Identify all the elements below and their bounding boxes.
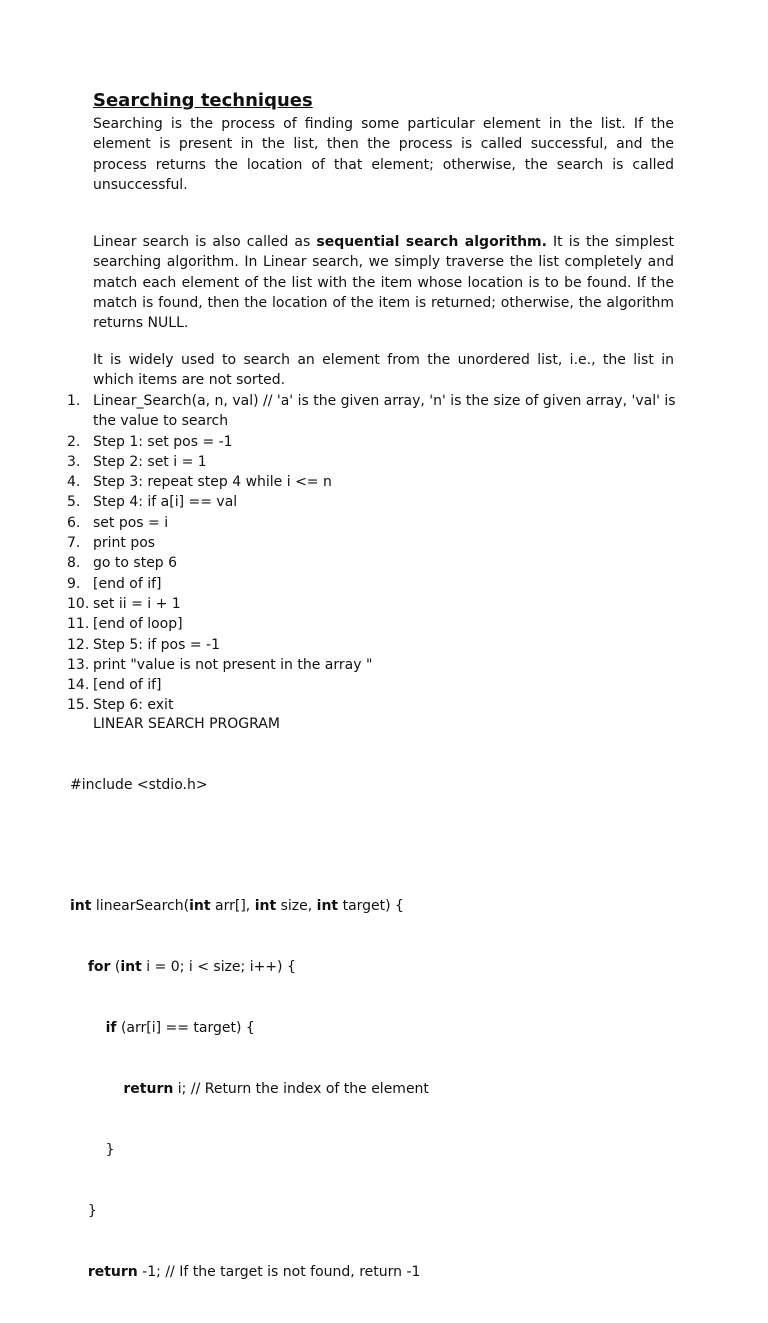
list-number: 3. <box>67 453 81 470</box>
list-item-text: Step 4: if a[i] == val <box>93 494 238 511</box>
code-keyword: int <box>70 898 92 915</box>
code-include: #include <stdio.h> <box>70 776 208 793</box>
list-item <box>67 655 677 675</box>
list-item-text: Step 1: set pos = -1 <box>93 433 233 450</box>
code-line <box>70 775 429 795</box>
list-number: 13. <box>67 656 90 673</box>
code-text: i = 0; i < size; i++) { <box>141 959 296 976</box>
list-item <box>67 635 677 655</box>
list-item <box>67 594 677 614</box>
list-item <box>67 513 677 533</box>
code-line <box>70 896 429 916</box>
list-item <box>67 695 677 715</box>
list-number: 12. <box>67 636 90 653</box>
list-number: 1. <box>67 393 81 409</box>
code-line <box>70 1018 429 1038</box>
code-text: target) { <box>338 898 404 915</box>
list-item <box>67 675 677 695</box>
code-keyword: for <box>87 959 111 976</box>
linear-search-bold-term: sequential search algorithm. <box>316 234 547 250</box>
list-number: 6. <box>67 514 81 531</box>
list-item <box>67 614 677 634</box>
list-item <box>67 432 677 452</box>
intro-paragraph: Searching is the process of finding some particular element in the list. If the element is present in the list, then the process is called successful, and the process returns the location of that element; otherwise, the search is called unsuccessful. <box>93 116 674 193</box>
list-item <box>67 391 677 432</box>
list-item-text: Step 2: set i = 1 <box>93 453 207 470</box>
list-item-text: [end of if] <box>93 575 162 592</box>
code-line-blank <box>70 835 429 855</box>
list-number: 15. <box>67 697 90 714</box>
code-line <box>70 1079 429 1099</box>
list-item-text: go to step 6 <box>93 555 178 572</box>
linear-search-paragraph <box>93 232 674 333</box>
code-text: linearSearch( <box>91 898 190 915</box>
list-item <box>67 472 677 492</box>
usage-paragraph: It is widely used to search an element from the unordered list, i.e., the list in which items are not sorted. <box>93 352 674 389</box>
list-number: 7. <box>67 535 81 552</box>
list-number: 5. <box>67 494 81 511</box>
list-item-text: Step 5: if pos = -1 <box>93 636 221 653</box>
list-item-text: Linear_Search(a, n, val) // 'a' is the given array, 'n' is the size of given array, 'val' is the value to search <box>93 393 676 430</box>
linear-search-text-start: Linear search is also called as <box>93 234 317 250</box>
list-item <box>67 452 677 472</box>
list-item-text: [end of if] <box>93 677 162 694</box>
list-item-text: set pos = i <box>93 514 169 531</box>
algorithm-steps-list <box>67 391 677 716</box>
code-keyword: int <box>120 959 142 976</box>
list-item <box>67 553 677 573</box>
list-item-text: Step 3: repeat step 4 while i <= n <box>93 474 332 491</box>
code-text: -1; // If the target is not found, return -1 <box>137 1263 421 1280</box>
code-keyword: if <box>105 1020 117 1037</box>
list-number: 2. <box>67 433 81 450</box>
list-item <box>67 492 677 512</box>
page-title: Searching techniques <box>93 90 313 111</box>
list-number: 10. <box>67 595 90 612</box>
code-keyword: return <box>123 1081 174 1098</box>
list-item-text: Step 6: exit <box>93 697 174 714</box>
code-line <box>70 957 429 977</box>
code-text: } <box>87 1202 97 1219</box>
list-item <box>67 533 677 553</box>
code-text: ( <box>110 959 121 976</box>
list-number: 14. <box>67 677 90 694</box>
code-block <box>70 734 429 1323</box>
code-keyword: return <box>87 1263 138 1280</box>
code-line <box>70 1262 429 1282</box>
code-keyword: int <box>189 898 211 915</box>
list-number: 9. <box>67 575 81 592</box>
code-text: arr[], <box>210 898 255 915</box>
list-number: 8. <box>67 555 81 572</box>
code-text: i; // Return the index of the element <box>173 1081 429 1098</box>
program-label: LINEAR SEARCH PROGRAM <box>93 716 280 732</box>
code-keyword: int <box>254 898 277 915</box>
linear-search-text-end: It is the simplest searching algorithm. In Linear search, we simply traverse the list completely and match each element of the list with the item whose location is to be found. If the match is found, then the location of the item is returned; otherwise, the algorithm returns NULL. <box>93 234 674 332</box>
code-text: size, <box>276 898 317 915</box>
code-keyword: int <box>316 898 339 915</box>
list-item-text: set ii = i + 1 <box>93 595 181 612</box>
list-item-text: print pos <box>93 535 156 552</box>
list-number: 11. <box>67 616 90 633</box>
list-item-text: [end of loop] <box>93 616 183 633</box>
code-line <box>70 1140 429 1160</box>
list-number: 4. <box>67 474 81 491</box>
code-line <box>70 1201 429 1221</box>
list-item <box>67 574 677 594</box>
list-item-text: print "value is not present in the array " <box>93 656 373 673</box>
code-text: (arr[i] == target) { <box>116 1020 255 1037</box>
code-text: } <box>105 1141 115 1158</box>
